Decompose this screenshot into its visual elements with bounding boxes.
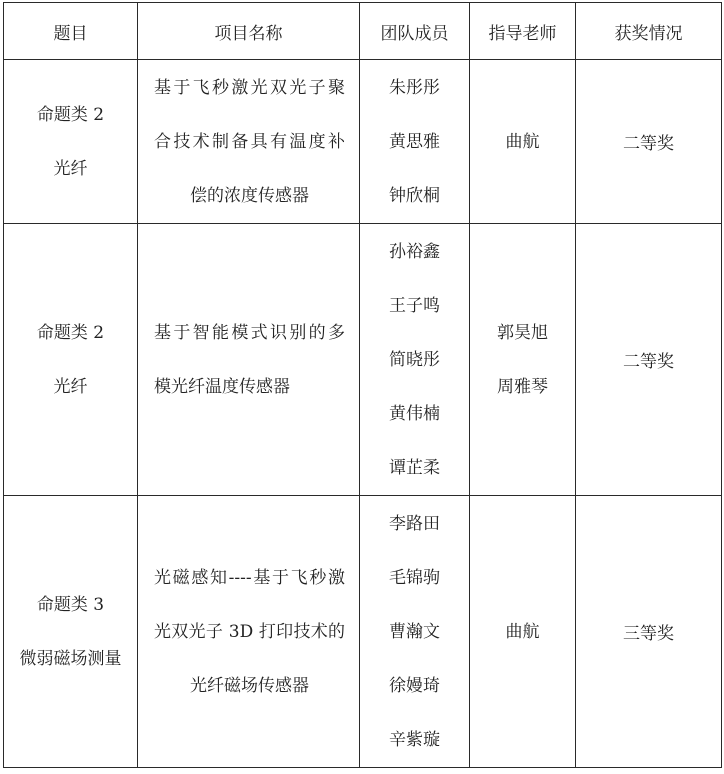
project-line: 光双光子 3D 打印技术的 — [154, 621, 345, 642]
header-award: 获奖情况 — [576, 3, 722, 60]
project-line: 光磁感知----基于飞秒激 — [154, 567, 345, 588]
members-cell — [360, 496, 470, 768]
member-name: 谭芷柔 — [389, 457, 440, 478]
award-cell: 二等奖 — [576, 224, 722, 496]
project-cell — [138, 496, 360, 768]
members-cell — [360, 224, 470, 496]
header-advisor: 指导老师 — [470, 3, 576, 60]
member-name: 黄伟楠 — [389, 403, 440, 424]
advisor-cell — [470, 496, 576, 768]
topic-line: 命题类 2 — [36, 322, 105, 343]
member-name: 徐嫚琦 — [389, 675, 440, 696]
advisor-name: 周雅琴 — [497, 376, 548, 397]
header-team-members: 团队成员 — [360, 3, 470, 60]
topic-line: 光纤 — [53, 376, 88, 397]
table-row — [4, 60, 722, 224]
header-project-name: 项目名称 — [138, 3, 360, 60]
project-cell — [138, 60, 360, 224]
project-line: 基于智能模式识别的多 — [154, 322, 345, 343]
member-name: 简晓彤 — [389, 349, 440, 370]
project-line: 模光纤温度传感器 — [154, 376, 290, 397]
advisor-cell — [470, 60, 576, 224]
header-topic: 题目 — [4, 3, 138, 60]
topic-line: 微弱磁场测量 — [19, 648, 122, 669]
project-line: 偿的浓度传感器 — [190, 185, 309, 206]
project-line: 基于飞秒激光双光子聚 — [154, 77, 345, 98]
member-name: 黄思雅 — [389, 131, 440, 152]
project-line: 光纤磁场传感器 — [190, 675, 309, 696]
project-line: 合技术制备具有温度补 — [154, 131, 345, 152]
member-name: 辛紫璇 — [389, 729, 440, 750]
member-name: 曹瀚文 — [389, 621, 440, 642]
member-name: 孙裕鑫 — [389, 241, 440, 262]
awards-table — [3, 2, 722, 768]
award-cell: 二等奖 — [576, 60, 722, 224]
advisor-name: 郭昊旭 — [497, 322, 548, 343]
advisor-name: 曲航 — [505, 621, 540, 642]
member-name: 钟欣桐 — [389, 185, 440, 206]
member-name: 毛锦驹 — [389, 567, 440, 588]
table-row — [4, 224, 722, 496]
project-cell — [138, 224, 360, 496]
members-cell — [360, 60, 470, 224]
table-row — [4, 496, 722, 768]
award-cell: 三等奖 — [576, 496, 722, 768]
member-name: 朱彤彤 — [389, 77, 440, 98]
topic-line: 命题类 3 — [36, 594, 105, 615]
header-row — [4, 3, 722, 60]
advisor-cell — [470, 224, 576, 496]
topic-line: 命题类 2 — [36, 104, 105, 125]
topic-cell — [4, 496, 138, 768]
topic-line: 光纤 — [53, 158, 88, 179]
topic-cell — [4, 224, 138, 496]
member-name: 王子鸣 — [389, 295, 440, 316]
member-name: 李路田 — [389, 513, 440, 534]
topic-cell — [4, 60, 138, 224]
advisor-name: 曲航 — [505, 131, 540, 152]
